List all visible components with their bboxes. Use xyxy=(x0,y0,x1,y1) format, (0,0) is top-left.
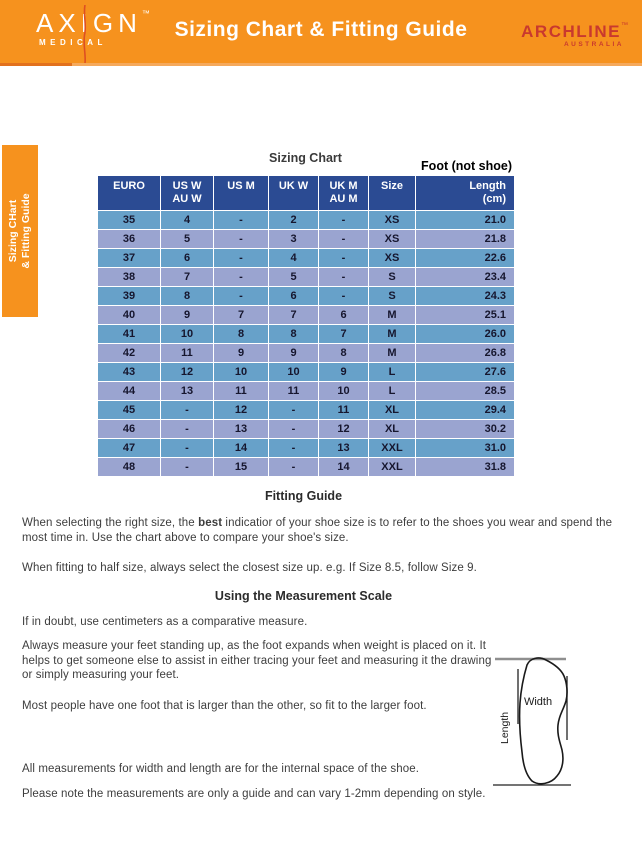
sidebar-tab-line2: & Fitting Guide xyxy=(20,193,32,269)
table-cell: 9 xyxy=(214,344,269,363)
measurement-paragraph-1: If in doubt, use centimeters as a comparative measure. xyxy=(22,616,308,628)
table-cell: - xyxy=(214,268,269,287)
fitting-guide-paragraph-2: When fitting to half size, always select the closest size up. e.g. If Size 8.5, follow Size 9. xyxy=(22,562,477,574)
table-cell: - xyxy=(161,439,214,458)
measurement-paragraph-5: Please note the measurements are only a guide and can vary 1-2mm depending on style. xyxy=(22,788,486,800)
archline-logo xyxy=(521,22,628,48)
table-cell: 12 xyxy=(214,401,269,420)
table-cell: L xyxy=(369,363,416,382)
table-cell: - xyxy=(319,230,369,249)
table-cell: 14 xyxy=(319,458,369,477)
table-row xyxy=(98,401,515,420)
table-cell: 7 xyxy=(319,325,369,344)
table-cell: 44 xyxy=(98,382,161,401)
table-cell: 39 xyxy=(98,287,161,306)
table-cell: 11 xyxy=(214,382,269,401)
archline-trademark: ™ xyxy=(621,22,628,29)
table-cell: 31.8 xyxy=(416,458,515,477)
column-header: US M xyxy=(214,176,269,211)
table-cell: 12 xyxy=(319,420,369,439)
p1-after: indicatior of your shoe size is to refer to the shoes you wear and spend the most time in. Use the chart above to compare your shoe's size. xyxy=(22,517,613,544)
table-cell: XS xyxy=(369,249,416,268)
column-header: UK W xyxy=(269,176,319,211)
column-header: EURO xyxy=(98,176,161,211)
table-cell: M xyxy=(369,325,416,344)
width-label: Width xyxy=(523,696,553,708)
header-divider-accent xyxy=(0,63,72,66)
page-title: Sizing Chart & Fitting Guide xyxy=(174,18,468,41)
measurement-scale-title: Using the Measurement Scale xyxy=(214,589,393,603)
table-cell: 35 xyxy=(98,211,161,230)
table-cell: 8 xyxy=(319,344,369,363)
table-cell: 8 xyxy=(214,325,269,344)
header-row xyxy=(98,176,515,211)
table-cell: - xyxy=(319,268,369,287)
table-cell: S xyxy=(369,287,416,306)
table-cell: 48 xyxy=(98,458,161,477)
table-cell: 41 xyxy=(98,325,161,344)
table-cell: 30.2 xyxy=(416,420,515,439)
table-row xyxy=(98,306,515,325)
table-row xyxy=(98,363,515,382)
table-cell: 21.8 xyxy=(416,230,515,249)
archline-logo-subtitle: AUSTRALIA xyxy=(563,41,624,48)
axign-logo-text: AXIGN xyxy=(36,8,142,38)
table-row xyxy=(98,439,515,458)
column-header: US W AU W xyxy=(161,176,214,211)
foot-outline xyxy=(520,658,567,784)
table-cell: XS xyxy=(369,230,416,249)
table-cell: 40 xyxy=(98,306,161,325)
table-cell: XL xyxy=(369,420,416,439)
table-cell: 43 xyxy=(98,363,161,382)
table-cell: XXL xyxy=(369,439,416,458)
table-cell: 13 xyxy=(214,420,269,439)
archline-logo-text: ARCHLINE xyxy=(521,22,621,41)
measurement-paragraph-2: Always measure your feet standing up, as the foot expands when weight is placed on it. It helps to get someone else to assist in either tracing your feet and measuring it the drawing or simply measuring your feet. xyxy=(22,640,492,681)
sidebar-tab xyxy=(2,145,38,317)
table-cell: XXL xyxy=(369,458,416,477)
table-cell: 6 xyxy=(161,249,214,268)
table-cell: 27.6 xyxy=(416,363,515,382)
measurement-paragraph-4: All measurements for width and length are for the internal space of the shoe. xyxy=(22,763,420,775)
table-cell: - xyxy=(161,458,214,477)
table-cell: 8 xyxy=(161,287,214,306)
header-divider xyxy=(0,63,642,66)
sidebar-tab-line1: Sizing CHart xyxy=(7,199,19,263)
table-cell: 11 xyxy=(319,401,369,420)
sizing-table xyxy=(97,175,515,477)
table-cell: 42 xyxy=(98,344,161,363)
table-cell: - xyxy=(214,230,269,249)
table-cell: M xyxy=(369,306,416,325)
table-cell: 24.3 xyxy=(416,287,515,306)
table-row xyxy=(98,268,515,287)
table-cell: 9 xyxy=(269,344,319,363)
table-cell: 7 xyxy=(161,268,214,287)
table-cell: 12 xyxy=(161,363,214,382)
sizing-chart-title: Sizing Chart xyxy=(269,151,342,165)
p1-bold: best xyxy=(198,517,223,529)
table-cell: - xyxy=(161,401,214,420)
header-bar xyxy=(0,0,642,63)
axign-logo-subtitle: MEDICAL xyxy=(39,38,107,47)
table-cell: 9 xyxy=(319,363,369,382)
table-row xyxy=(98,249,515,268)
table-cell: 22.6 xyxy=(416,249,515,268)
table-cell: - xyxy=(161,420,214,439)
table-cell: 45 xyxy=(98,401,161,420)
table-cell: - xyxy=(214,287,269,306)
table-cell: - xyxy=(319,249,369,268)
table-row xyxy=(98,230,515,249)
axign-trademark: ™ xyxy=(141,9,150,18)
table-cell: 26.8 xyxy=(416,344,515,363)
table-cell: 46 xyxy=(98,420,161,439)
table-cell: 9 xyxy=(161,306,214,325)
table-cell: 26.0 xyxy=(416,325,515,344)
table-cell: 13 xyxy=(319,439,369,458)
table-cell: 4 xyxy=(269,249,319,268)
table-cell: 5 xyxy=(161,230,214,249)
table-cell: 29.4 xyxy=(416,401,515,420)
sizing-table-body xyxy=(98,211,515,477)
table-row xyxy=(98,211,515,230)
table-cell: 38 xyxy=(98,268,161,287)
column-header: Length (cm) xyxy=(416,176,515,211)
table-cell: L xyxy=(369,382,416,401)
table-row xyxy=(98,458,515,477)
table-cell: 11 xyxy=(269,382,319,401)
table-cell: 23.4 xyxy=(416,268,515,287)
table-cell: 14 xyxy=(214,439,269,458)
table-cell: 10 xyxy=(161,325,214,344)
table-cell: - xyxy=(214,249,269,268)
table-cell: 13 xyxy=(161,382,214,401)
table-row xyxy=(98,382,515,401)
table-row xyxy=(98,287,515,306)
table-cell: - xyxy=(319,211,369,230)
table-cell: 15 xyxy=(214,458,269,477)
table-cell: 10 xyxy=(214,363,269,382)
table-cell: 21.0 xyxy=(416,211,515,230)
table-row xyxy=(98,344,515,363)
table-cell: - xyxy=(269,420,319,439)
table-cell: 10 xyxy=(319,382,369,401)
foot-not-shoe-label: Foot (not shoe) xyxy=(421,159,512,173)
table-row xyxy=(98,420,515,439)
table-cell: - xyxy=(269,458,319,477)
table-cell: 4 xyxy=(161,211,214,230)
table-cell: XL xyxy=(369,401,416,420)
column-header: UK M AU M xyxy=(319,176,369,211)
table-cell: S xyxy=(369,268,416,287)
table-cell: 2 xyxy=(269,211,319,230)
table-cell: 6 xyxy=(319,306,369,325)
table-cell: 25.1 xyxy=(416,306,515,325)
table-row xyxy=(98,325,515,344)
table-cell: 37 xyxy=(98,249,161,268)
table-cell: - xyxy=(269,401,319,420)
fitting-guide-paragraph-1 xyxy=(22,516,624,545)
table-cell: - xyxy=(269,439,319,458)
table-cell: 6 xyxy=(269,287,319,306)
length-label: Length xyxy=(499,711,511,744)
table-cell: 7 xyxy=(269,306,319,325)
table-cell: 3 xyxy=(269,230,319,249)
table-cell: 36 xyxy=(98,230,161,249)
table-cell: - xyxy=(319,287,369,306)
table-cell: 10 xyxy=(269,363,319,382)
table-cell: M xyxy=(369,344,416,363)
foot-diagram xyxy=(486,648,642,793)
table-cell: 7 xyxy=(214,306,269,325)
table-cell: 31.0 xyxy=(416,439,515,458)
table-cell: - xyxy=(214,211,269,230)
table-cell: 8 xyxy=(269,325,319,344)
table-cell: 28.5 xyxy=(416,382,515,401)
sizing-table-header xyxy=(98,176,515,211)
table-cell: 47 xyxy=(98,439,161,458)
table-cell: 5 xyxy=(269,268,319,287)
column-header: Size xyxy=(369,176,416,211)
sidebar-tab-label xyxy=(7,193,33,268)
table-cell: 11 xyxy=(161,344,214,363)
table-cell: XS xyxy=(369,211,416,230)
fitting-guide-title: Fitting Guide xyxy=(264,489,343,503)
measurement-paragraph-3: Most people have one foot that is larger than the other, so fit to the larger foot. xyxy=(22,700,427,712)
p1-before: When selecting the right size, the xyxy=(22,517,199,529)
